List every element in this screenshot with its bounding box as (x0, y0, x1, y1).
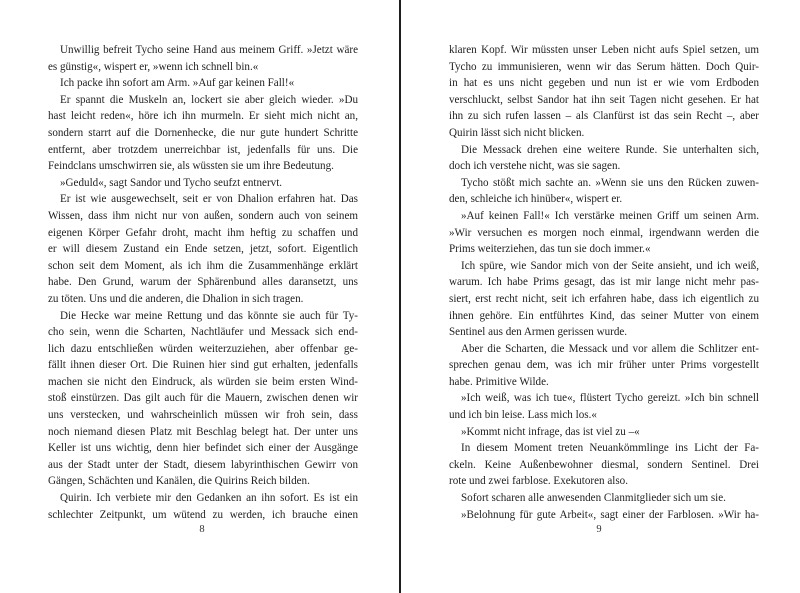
right-page-text (449, 42, 759, 523)
text-line: Aber die Scharten, die Messack und vor allem die Schlitzer ent- (461, 342, 759, 355)
text-line: »Wir versuchen es morgen noch einmal, irgendwann werden die (449, 226, 759, 239)
text-line: eigenen Körper Gefahr droht, macht ihm heftig zu schaffen und (48, 226, 358, 239)
text-line: und ich bin leise. Lass mich los.« (449, 409, 597, 422)
text-line: Tycho zu immunisieren, wenn wir das Serum hätten. Doch Quir- (449, 60, 759, 73)
text-line: Gängen, Schächten und Kanälen, die Quirins Reich bilden. (48, 475, 310, 488)
text-line: entfernt, aber trotzdem unerreichbar ist, jedenfalls für uns. Die (48, 143, 358, 156)
text-line: Ich packe ihn sofort am Arm. »Auf gar keinen Fall!« (60, 77, 295, 90)
text-line: Keller ist uns wichtig, denn hier befindet sich einer der Ausgänge (48, 442, 358, 455)
text-line: verschluckt, selbst Sandor hat ihn seit Tagen nicht gesehen. Er hat (449, 93, 759, 106)
text-line: stoß einstürzen. Das gilt auch für die Mauern, zwischen denen wir (48, 392, 358, 405)
text-line: Quirin lässt sich nicht blicken. (449, 126, 585, 139)
right-page-number: 9 (596, 524, 602, 535)
text-line: sondern starrt auf die Dornenhecke, die nur gute hundert Schritte (48, 126, 358, 139)
text-line: lich dazu entschließen würden weiterzuziehen, aber offenbar ge- (48, 342, 358, 355)
text-line: er will diesem Zustand ein Ende setzen, jetzt, sofort. Eigentlich (48, 243, 358, 256)
text-line: In diesem Moment treten Neuankömmlinge ins Licht der Fa- (461, 442, 759, 455)
text-line: uns verstecken, und wahrscheinlich müssen wir froh sein, dass (48, 409, 358, 422)
text-line: siert, erst recht nicht, seit ich erfahren habe, dass ich eigentlich zu (449, 292, 759, 305)
text-line: warum. Ich habe Prims gesagt, das ist mir lange nicht mehr pas- (449, 276, 759, 289)
text-line: Feindclans umschwirren sie, als wüssten sie um ihre Bedeutung. (48, 160, 334, 173)
text-line: ihnen gehöre. Ein entführtes Kind, das seiner Mutter von einem (449, 309, 759, 322)
text-line: den, schleiche ich hinüber«, wispert er. (449, 193, 623, 206)
text-line: noch niemand diesen Platz mit Beschlag belegt hat. Der unter uns (48, 425, 358, 438)
text-line: Prims weiterziehen, das tun sie doch immer.« (449, 243, 651, 256)
text-line: Sentinel aus den Armen gerissen wurde. (449, 326, 628, 339)
text-line: fällt ihnen dieser Ort. Die Ruinen hier sind gut erhalten, jedenfalls (48, 359, 358, 372)
text-line: sprechen genau dem, was ich mir früher unter Prims vorgestellt (449, 359, 759, 372)
text-line: »Auf keinen Fall!« Ich verstärke meinen Griff um seinen Arm. (461, 209, 759, 222)
text-line: in hat es uns nicht gegeben und nun ist er wie vom Erdboden (449, 77, 759, 90)
text-line: Sofort scharen alle anwesenden Clanmitglieder sich um sie. (461, 492, 726, 505)
left-page-number: 8 (199, 524, 205, 535)
text-line: Die Messack drehen eine weitere Runde. Sie unterhalten sich, (461, 143, 759, 156)
left-page (0, 0, 399, 593)
text-line: Unwillig befreit Tycho seine Hand aus meinem Griff. »Jetzt wäre (60, 44, 358, 56)
text-line: Er spannt die Muskeln an, lockert sie aber gleich wieder. »Du (60, 93, 358, 106)
right-page (401, 0, 800, 593)
text-line: es günstig«, wispert er, »wenn ich schnell bin.« (48, 60, 259, 73)
text-line: habe. Primitive Wilde. (449, 375, 549, 388)
text-line: machen sie nicht den Eindruck, als würden sie beim ersten Wind- (48, 375, 358, 388)
text-line: habe. Den Grund, warum der Sphärenbund alles daransetzt, uns (48, 276, 358, 289)
text-line: Die Hecke war meine Rettung und das könnte sie auch für Ty- (60, 309, 358, 322)
text-line: Tycho stößt mich sachte an. »Wenn sie uns den Rücken zuwen- (461, 176, 759, 189)
text-line: ihn zu sich rufen lassen – als Clanfürst ist das sein Recht –, aber (449, 110, 759, 123)
text-line: ckeln. Keine Außenbewohner diesmal, sondern Sentinel. Drei (449, 458, 759, 471)
text-line: doch ich verstehe nicht, was sie sagen. (449, 160, 621, 173)
text-line: klaren Kopf. Wir müssten unser Leben nicht aufs Spiel setzen, um (449, 44, 759, 56)
text-line: Ich spüre, wie Sandor mich von der Seite ansieht, und ich weiß, (461, 259, 759, 272)
text-line: »Ich weiß, was ich tue«, flüstert Tycho gereizt. »Ich bin schnell (461, 392, 759, 405)
text-line: schlechter Zeitpunkt, um wütend zu werden, ich brauche einen (48, 508, 358, 521)
text-line: Er ist wie ausgewechselt, seit er von Dhalion erfahren hat. Das (60, 193, 358, 206)
text-line: »Kommt nicht infrage, das ist viel zu –« (461, 425, 640, 438)
text-line: zu töten. Uns und die anderen, die Dhalion in sich tragen. (48, 292, 304, 305)
text-line: »Geduld«, sagt Sandor und Tycho seufzt entnervt. (60, 176, 283, 189)
text-line: Wissen, dass ihm nicht nur von außen, sondern auch von seinem (48, 209, 358, 222)
text-line: cho sein, wenn die Scharten, Nachtläufer und Messack sich end- (48, 326, 358, 339)
text-line: rote und zwei farblose. Exekutoren also. (449, 475, 628, 488)
text-line: Quirin. Ich verbiete mir den Gedanken an ihn sofort. Es ist ein (60, 492, 358, 505)
left-page-text (48, 42, 358, 523)
text-line: »Belohnung für gute Arbeit«, sagt einer der Farblosen. »Wir ha- (461, 508, 759, 521)
text-line: schon seit dem Moment, als ich ihm die Zusammenhänge erklärt (48, 259, 358, 272)
text-line: aus der Stadt unter der Stadt, diesem labyrinthischen Gewirr von (48, 458, 358, 471)
text-line: hast leicht reden«, höre ich ihn murmeln. Er sieht mich nicht an, (48, 110, 358, 123)
